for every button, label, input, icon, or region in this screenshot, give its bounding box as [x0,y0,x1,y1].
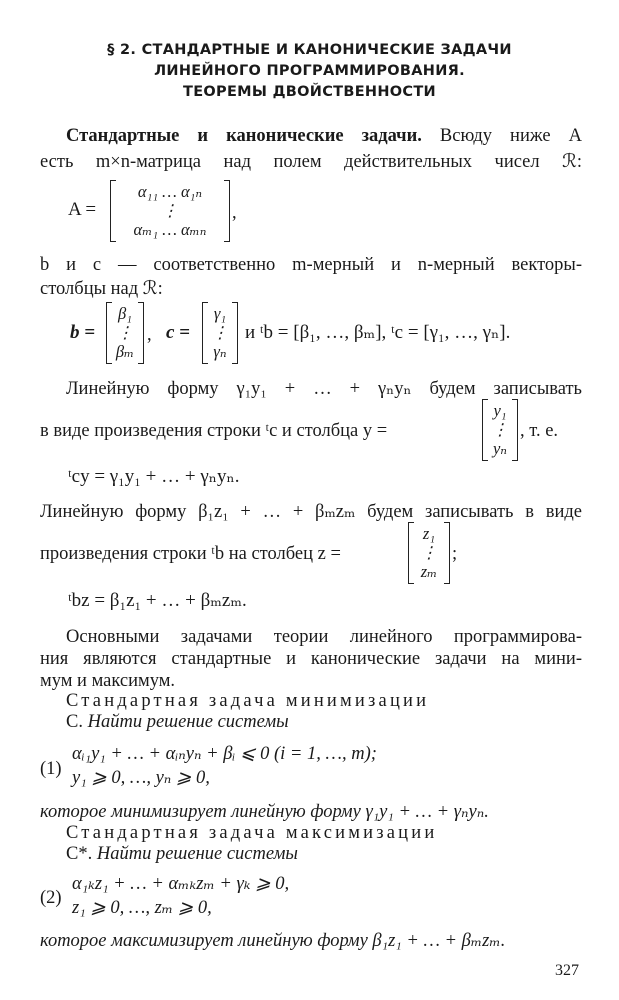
system-1-ineq-2: y₁ ⩾ 0, …, yₙ ⩾ 0, [72,768,210,788]
linear-form-z-line-1: Линейную форму β₁z₁ + … + βₘzₘ будем записывать в виде [40,502,582,522]
vector-c-top: γ₁ [213,304,227,323]
vector-z-mid: ⋮ [420,543,438,562]
vector-b [106,302,144,364]
vector-c-bot: γₙ [213,342,227,361]
intro-line-1 [66,123,582,149]
task-min-title: Стандартная задача минимизации [66,691,430,711]
intro-line-2: есть m×n-матрица над полем действительных чисел ℛ: [40,152,582,172]
matrix-a-row-2: ⋮ [161,201,179,220]
vectors-comma: , [147,325,152,345]
vector-b-bot: βₘ [115,342,135,361]
linear-form-y-line-2: в виде произведения строки ᵗc и столбца y = [40,421,388,441]
task-max-label: С*. [66,844,93,864]
task-min-statement [66,709,289,735]
linear-form-z-line-2: произведения строки ᵗb на столбец z = [40,544,341,564]
system-2-number: (2) [40,888,62,908]
matrix-a-tail: , [232,203,237,223]
task-min-label: С. [66,712,83,732]
vector-c-mid: ⋮ [211,323,229,342]
main-tasks-line-3: мум и максимум. [40,671,176,691]
transposed-vectors: и ᵗb = [β₁, …, βₘ], ᵗc = [γ₁, …, γₙ]. [245,322,511,343]
main-tasks-line-2: ния являются стандартные и канонические задачи на мини- [40,649,582,669]
linear-form-y-after: , т. е. [520,421,559,441]
linear-form-z-after: ; [452,544,458,564]
task-max-statement [66,841,298,867]
vector-y-bot: yₙ [492,439,507,458]
vector-z-bot: zₘ [420,562,438,581]
vector-y [482,399,518,461]
heading-line-1: § 2. СТАНДАРТНЫЕ И КАНОНИЧЕСКИЕ ЗАДАЧИ [107,42,512,58]
matrix-a-row-3: αₘ₁ … αₘₙ [133,220,207,239]
task-max-text: Найти решение системы [96,844,298,864]
vectors-line-1: b и c — соответственно m-мерный и n-мерный векторы- [40,255,582,275]
vector-y-top: y₁ [493,401,507,420]
system-1-number: (1) [40,759,62,779]
vector-b-lhs: b = [70,322,96,343]
task-max-objective: которое максимизирует линейную форму β₁z₁ + … + βₘzₘ. [40,931,506,951]
section-heading [0,40,619,103]
system-2-ineq-1: α₁ₖz₁ + … + αₘₖzₘ + γₖ ⩾ 0, [72,874,290,894]
heading-line-3: ТЕОРЕМЫ ДВОЙСТВЕННОСТИ [183,84,436,100]
page-number: 327 [555,962,579,979]
task-min-text: Найти решение системы [87,712,289,732]
run-in-heading: Стандартные и канонические задачи. [66,126,422,146]
equation-bz: ᵗbz = β₁z₁ + … + βₘzₘ. [68,590,247,611]
vector-y-mid: ⋮ [491,420,509,439]
matrix-a-row-1: α₁₁ … α₁ₙ [137,182,203,201]
heading-line-2: ЛИНЕЙНОГО ПРОГРАММИРОВАНИЯ. [154,63,465,79]
vector-c [202,302,238,364]
vector-b-top: β₁ [118,304,132,323]
intro-line-1-rest: Всюду ниже A [439,126,582,146]
main-tasks-line-1: Основными задачами теории линейного программирова- [66,627,582,647]
matrix-a [110,180,230,242]
vector-b-mid: ⋮ [116,323,134,342]
equation-cy: ᵗcy = γ₁y₁ + … + γₙyₙ. [68,466,240,487]
task-min-objective: которое минимизирует линейную форму γ₁y₁ + … + γₙyₙ. [40,802,489,822]
system-2-ineq-2: z₁ ⩾ 0, …, zₘ ⩾ 0, [72,898,212,918]
vector-c-lhs: c = [166,322,191,343]
matrix-a-lhs: A = [68,199,97,220]
vectors-line-2: столбцы над ℛ: [40,279,163,299]
vector-z [408,522,450,584]
linear-form-y-line-1: Линейную форму γ₁y₁ + … + γₙyₙ будем записывать [66,379,582,399]
vector-z-top: z₁ [422,524,436,543]
system-1-ineq-1: αᵢ₁y₁ + … + αᵢₙyₙ + βᵢ ⩽ 0 (i = 1, …, m); [72,744,377,764]
task-max-title: Стандартная задача максимизации [66,823,438,843]
